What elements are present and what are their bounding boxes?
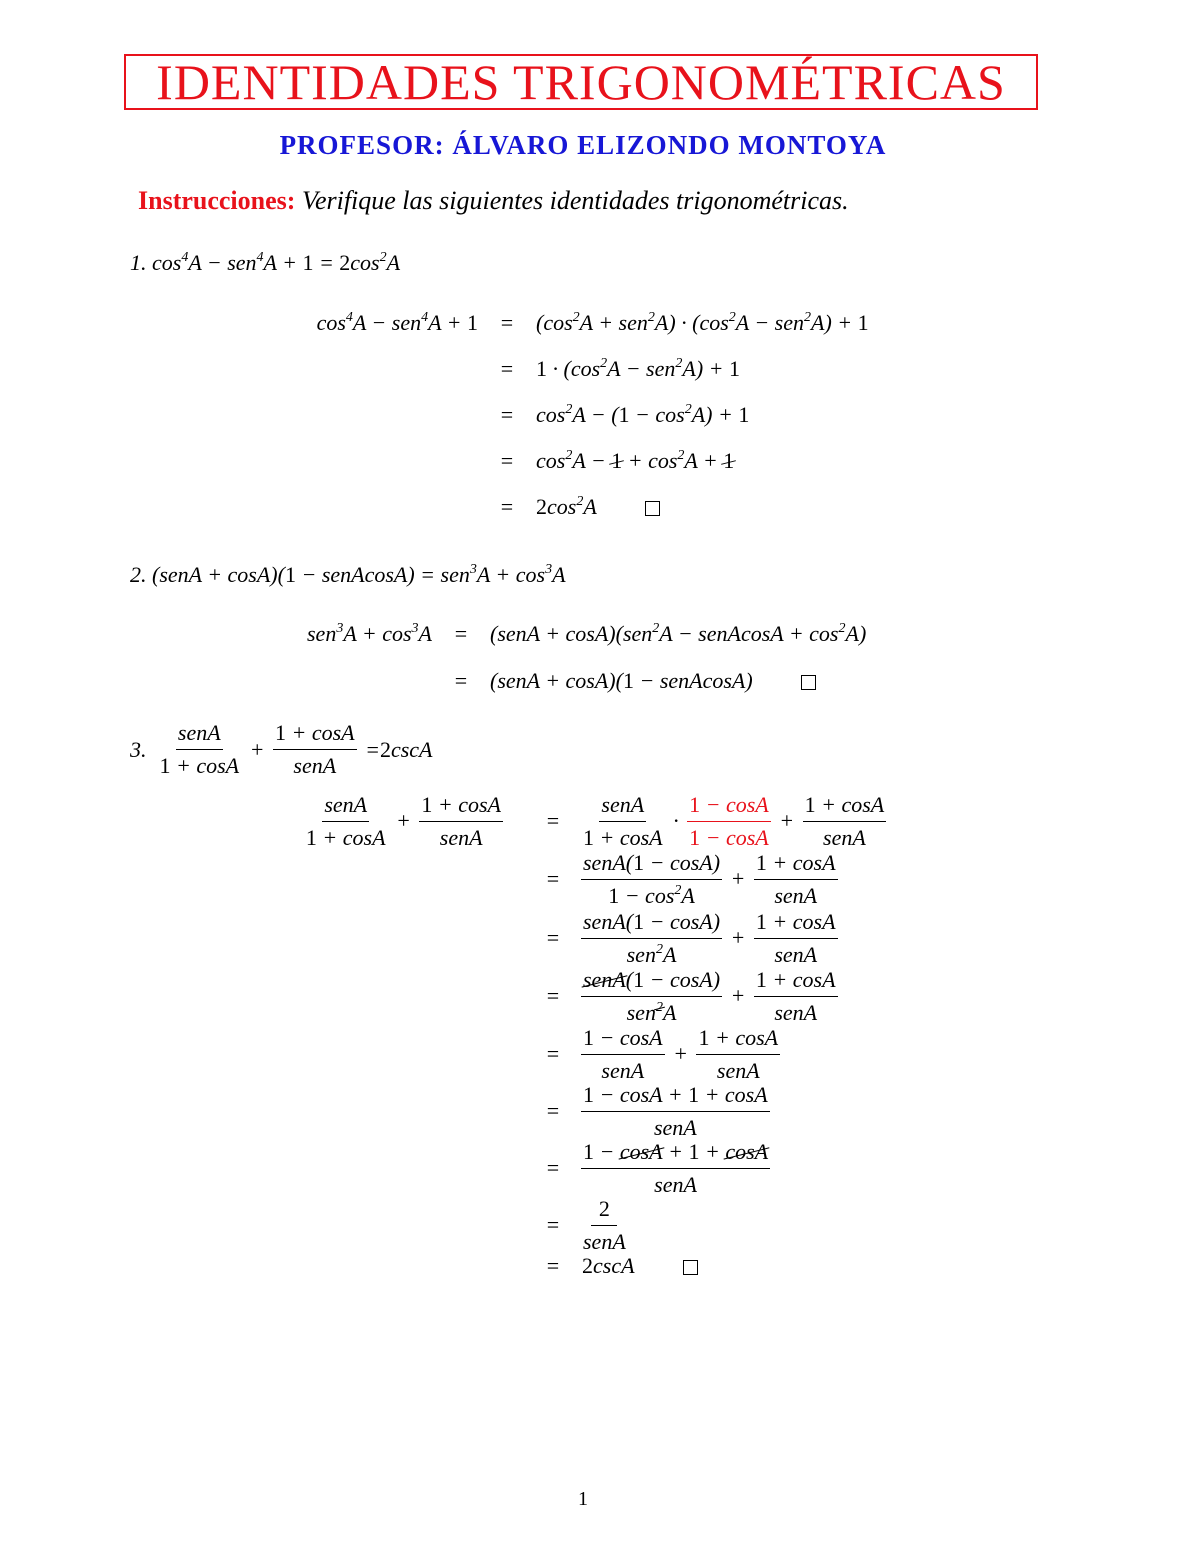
proof-3-step-9: = 2cscA bbox=[0, 1246, 1200, 1286]
proof-3-step-3: = $\frac{\text{senA(1 − cosA)}}{sen^2A}$ + $\frac{1 + \cos A}{\text{senA}}$ bbox=[546, 908, 836, 967]
proof-3-step-8: = $\frac{2}{\text{senA}}$ bbox=[546, 1195, 626, 1254]
document-title: IDENTIDADES TRIGONOMÉTRICAS bbox=[124, 54, 1038, 110]
proof-1-step-1: $\cos^4A - sen^4A + 1$ = $(\cos^2A + sen^2A) \cdot (\cos^2A - sen^2A) + 1$ bbox=[316, 310, 869, 335]
proof-3-step-6: = $\frac{1 - \cos A + 1 + \cos A}{\text{senA}}$ bbox=[546, 1081, 768, 1140]
proof-3-step-2: = $\frac{\text{senA(1 − cosA)}}{1 - \cos^2A}$ + $\frac{1 + \cos A}{\text{senA}}$ bbox=[546, 849, 836, 908]
proof-3-step-7: = $\frac{1 - \cos A + 1 + \cos A}{\text{senA}}$ bbox=[546, 1138, 769, 1197]
problem-3-statement: 3. $\frac{\text{senA}}{1 + \cos A}$ + $\frac{1 + \cos A}{\text{senA}}$ = 2 cscA bbox=[130, 720, 433, 778]
proof-2-step-2: = (senA + cosA)(1 − senAcosA) bbox=[0, 661, 1200, 701]
problem-2-number: 2. bbox=[130, 562, 147, 587]
proof-3-step-4: = $\frac{\text{senA(1 − cosA)}}{sen^2A}$ + $\frac{1 + \cos A}{\text{senA}}$ bbox=[546, 966, 836, 1025]
problem-2-statement: 2. (senA + cosA)(1 − senAcosA) = $sen^3A + \cos^3A$ bbox=[130, 562, 566, 587]
instructions-text: Verifique las siguientes identidades trigonométricas. bbox=[301, 186, 849, 215]
qed-box-icon bbox=[645, 501, 660, 516]
instructions-label: Instrucciones: bbox=[138, 186, 296, 215]
professor-line: PROFESOR: ÁLVARO ELIZONDO MONTOYA bbox=[279, 130, 887, 160]
proof-1-step-4: = $\cos^2A - 1 + \cos^2A + 1$ bbox=[500, 448, 735, 473]
problem-1-number: 1. bbox=[130, 250, 147, 275]
proof-3-step-1: $\frac{\text{senA}}{1 + \cos A}$ + $\frac{1 + \cos A}{\text{senA}}$ = $\frac{\text{senA}}{1 + \cos A}$ · $\frac{1 - \cos A}{1 - \cos A}$ + $\frac{1 + \cos A}{\text{senA}}$ bbox=[305, 791, 885, 850]
page-number: 1 bbox=[578, 1488, 588, 1510]
qed-box-icon bbox=[683, 1260, 698, 1275]
problem-1-statement: 1. $\cos^4A - sen^4A + 1 = 2\cos^2A$ bbox=[130, 250, 401, 275]
proof-1-step-2: = $1 \cdot (\cos^2A - sen^2A) + 1$ bbox=[500, 356, 740, 381]
qed-box-icon bbox=[801, 675, 816, 690]
proof-2-step-1: $sen^3A + \cos^3A$ = (senA + cosA)(sen$^2$A − senAcosA + $\cos^2A$) bbox=[307, 621, 867, 646]
proof-3-step-5: = $\frac{1 - \cos A}{\text{senA}}$ + $\frac{1 + \cos A}{\text{senA}}$ bbox=[546, 1024, 779, 1083]
proof-1-step-5: = $2\cos^2A$ bbox=[0, 487, 1200, 527]
problem-3-number: 3. bbox=[130, 736, 147, 762]
proof-1-step-3: = $\cos^2A - (1 - \cos^2A) + 1$ bbox=[500, 402, 750, 427]
instructions bbox=[138, 186, 849, 216]
